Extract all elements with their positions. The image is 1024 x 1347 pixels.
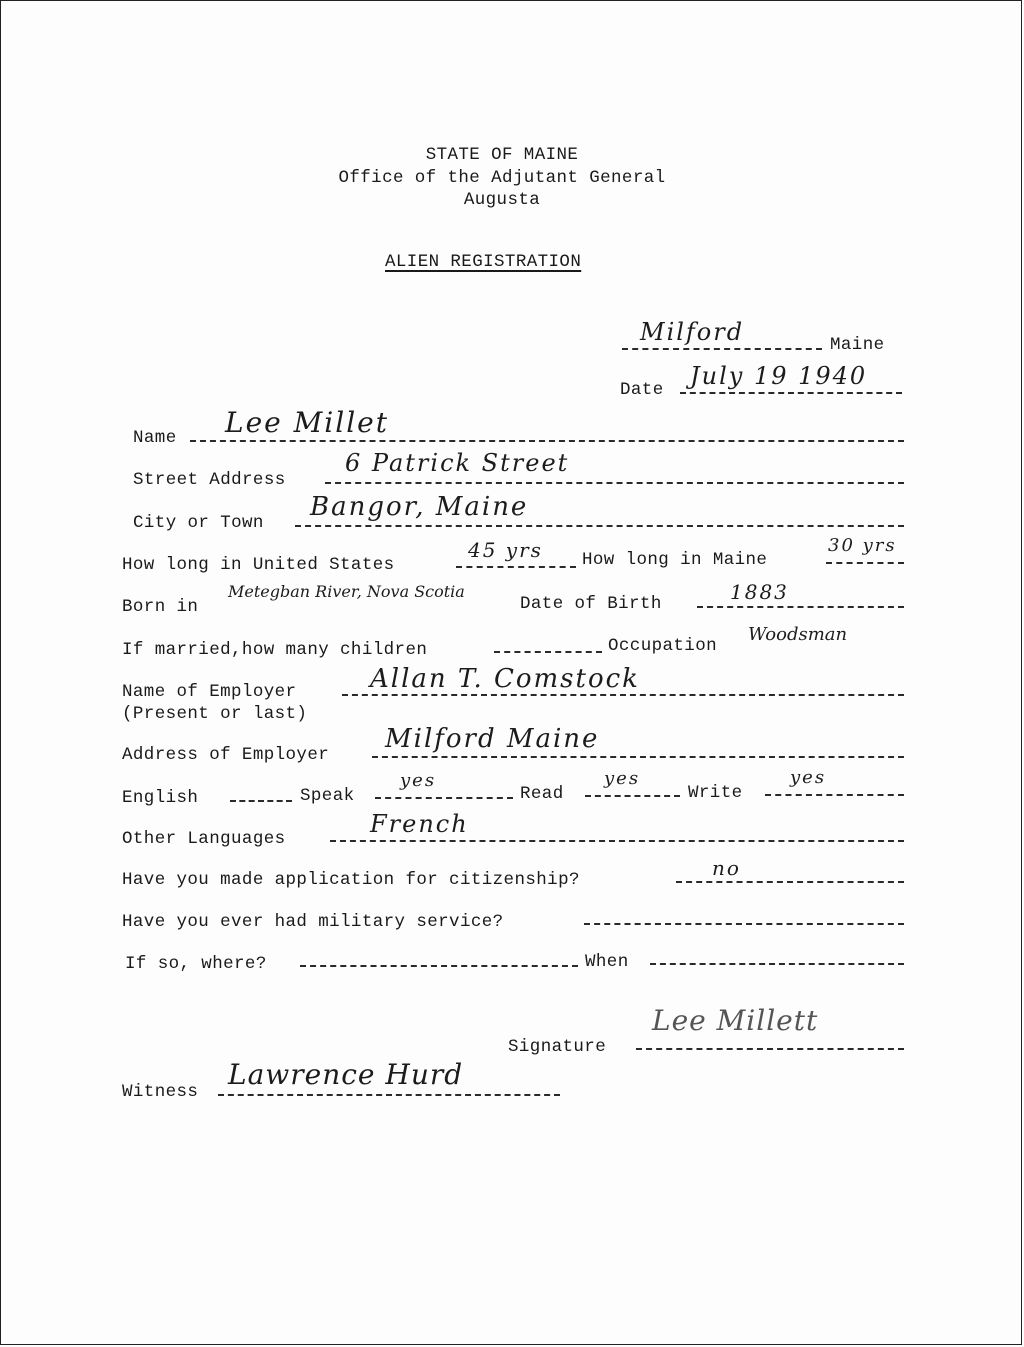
employer-name-entry: Allan T. Comstock	[370, 664, 640, 694]
write-line	[765, 794, 904, 796]
witness-label: Witness	[122, 1082, 199, 1102]
if-so-where-line	[300, 965, 578, 967]
military-line	[584, 923, 904, 925]
employer-address-entry: Milford Maine	[385, 724, 600, 754]
when-label: When	[585, 952, 629, 972]
born-in-entry: Metegban River, Nova Scotia	[228, 582, 465, 601]
date-of-birth-entry: 1883	[730, 580, 789, 604]
employer-address-line	[372, 756, 904, 758]
maine-suffix: Maine	[830, 335, 885, 355]
witness-entry: Lawrence Hurd	[228, 1058, 464, 1091]
english-line	[230, 800, 292, 802]
date-of-birth-label: Date of Birth	[520, 594, 662, 614]
signature-label: Signature	[508, 1037, 607, 1057]
employer-name-line	[342, 694, 904, 696]
place-line	[622, 348, 822, 350]
city-line	[295, 525, 904, 527]
citizenship-line	[676, 881, 904, 883]
other-languages-line	[330, 840, 904, 842]
header-office: Office of the Adjutant General	[338, 168, 666, 188]
occupation-entry: Woodsman	[748, 624, 848, 645]
how-long-maine-line	[826, 562, 904, 564]
employer-name-label: Name of Employer	[122, 682, 297, 702]
date-entry: July 19 1940	[690, 362, 868, 390]
street-address-line	[325, 482, 904, 484]
read-line	[585, 795, 680, 797]
name-entry: Lee Millet	[225, 406, 389, 439]
read-entry: yes	[604, 768, 641, 789]
other-languages-entry: French	[370, 810, 469, 838]
employer-address-label: Address of Employer	[122, 745, 330, 765]
date-line	[680, 392, 902, 394]
english-label: English	[122, 788, 199, 808]
military-label: Have you ever had military service?	[122, 912, 504, 932]
witness-line	[218, 1094, 560, 1096]
speak-entry: yes	[400, 770, 437, 791]
read-label: Read	[520, 784, 564, 804]
write-entry: yes	[790, 767, 827, 788]
occupation-label: Occupation	[608, 636, 718, 656]
name-label: Name	[133, 428, 177, 448]
citizenship-entry: no	[712, 856, 741, 880]
when-line	[650, 963, 904, 965]
how-long-us-entry: 45 yrs	[468, 538, 543, 562]
signature-line	[636, 1048, 904, 1050]
how-long-maine-label: How long in Maine	[582, 550, 768, 570]
signature-entry: Lee Millett	[652, 1004, 819, 1037]
married-children-line	[494, 651, 602, 653]
if-so-where-label: If so, where?	[125, 954, 267, 974]
date-of-birth-line	[697, 606, 904, 608]
how-long-us-label: How long in United States	[122, 555, 395, 575]
street-address-label: Street Address	[133, 470, 286, 490]
other-languages-label: Other Languages	[122, 829, 286, 849]
form-title: ALIEN REGISTRATION	[385, 252, 582, 272]
speak-line	[375, 797, 513, 799]
header-city: Augusta	[463, 190, 541, 210]
how-long-us-line	[456, 566, 576, 568]
speak-label: Speak	[300, 786, 355, 806]
married-children-label: If married,how many children	[122, 640, 428, 660]
place-entry: Milford	[640, 318, 745, 346]
employer-note: (Present or last)	[122, 704, 308, 724]
citizenship-label: Have you made application for citizenship?	[122, 870, 580, 890]
name-line	[190, 440, 904, 442]
born-in-label: Born in	[122, 597, 199, 617]
how-long-maine-entry: 30 yrs	[828, 535, 897, 556]
date-label: Date	[620, 380, 664, 400]
street-address-entry: 6 Patrick Street	[345, 449, 570, 477]
write-label: Write	[688, 783, 743, 803]
header-state: STATE OF MAINE	[425, 145, 579, 165]
city-label: City or Town	[133, 513, 264, 533]
city-entry: Bangor, Maine	[310, 492, 529, 522]
